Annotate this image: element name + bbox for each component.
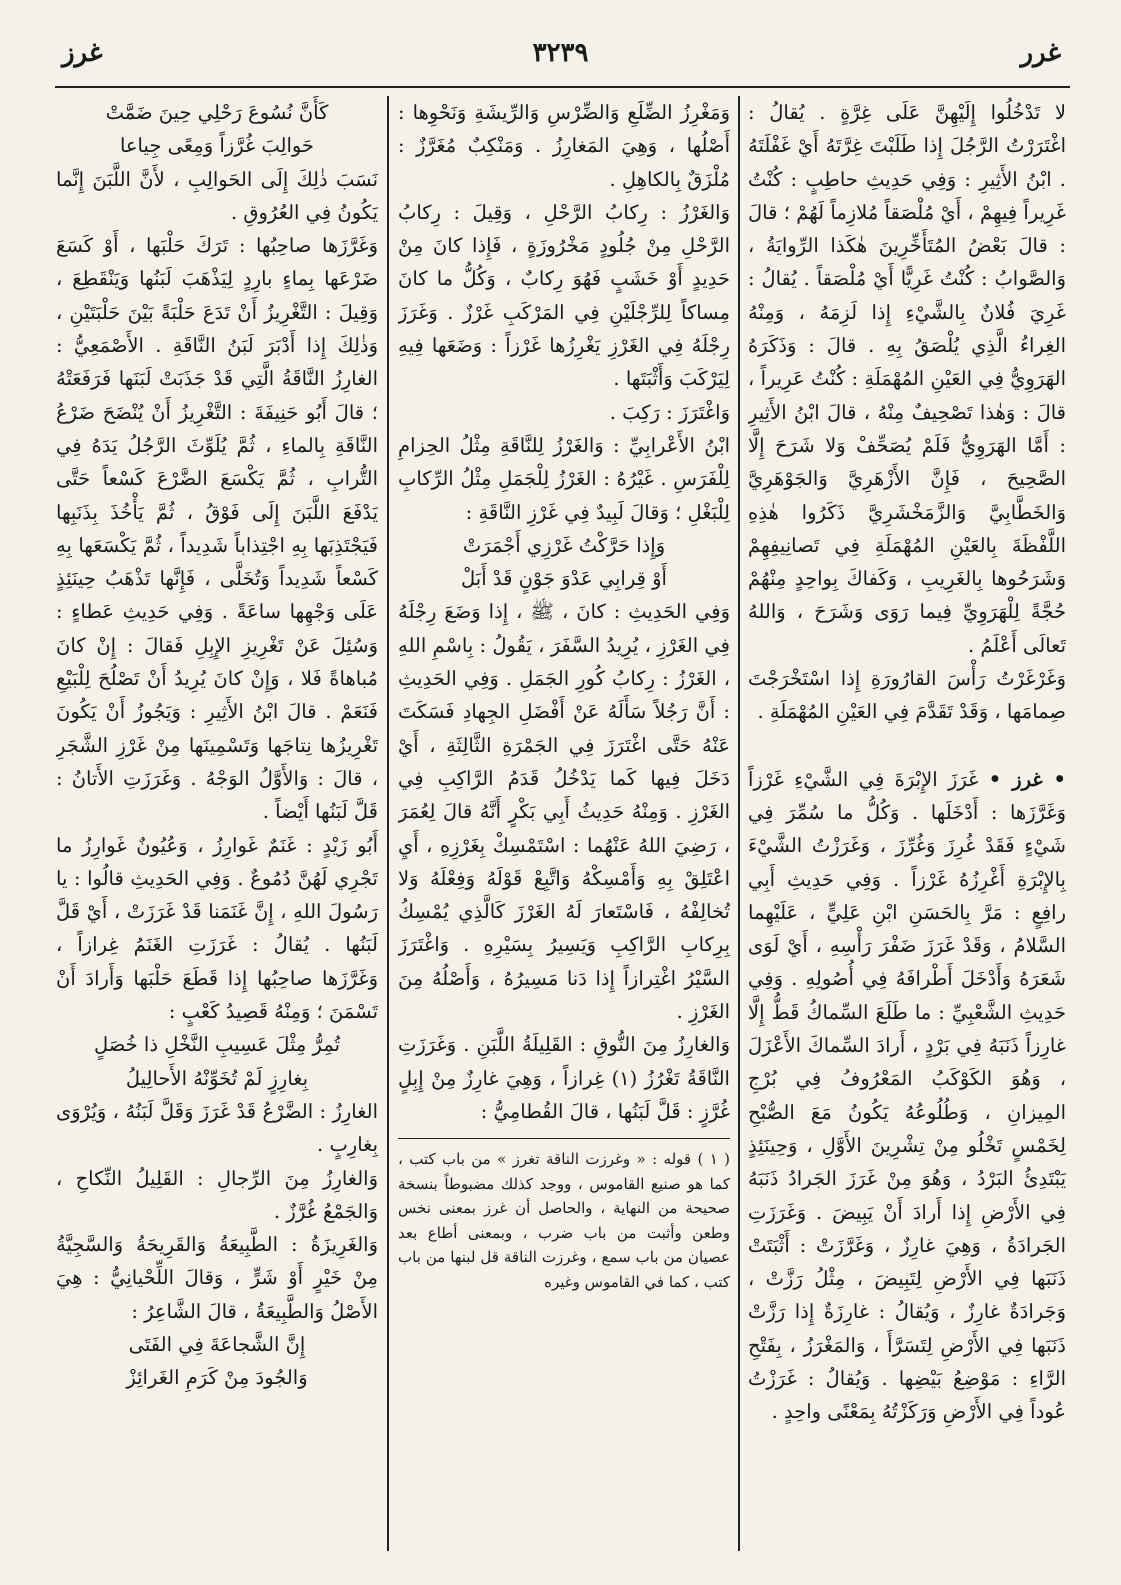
verse-line: أَوْ قِرابِي عَدْوَ جَوْنٍ قَدْ أَبَلْ bbox=[461, 567, 667, 591]
paragraph: وَالغَرِيزَةُ : الطَّبِيعَةُ وَالقَرِيحَةُ وَالسَّجِيَّةُ مِنْ خَيْرٍ أَوْ شَرٍّ ، وَقالَ اللِّحْيانِيُّ : هِيَ الأَصْلُ وَالطَّبِيعَةُ ، قالَ الشَّاعِرُ : bbox=[56, 1233, 378, 1323]
entry-headword: • غرز • bbox=[988, 767, 1066, 791]
column-right bbox=[748, 96, 1066, 1551]
paragraph: وَالغَرْزُ : رِكابُ الرَّحْلِ ، وَقِيلَ : رِكابُ الرَّحْلِ مِنْ جُلُودٍ مَخْرُوزَةٍ ، فَإِذا كانَ مِنْ حَدِيدٍ أَوْ خَشَبٍ فَهُوَ رِكابٌ ، وَكُلُّ ما كانَ مِساكاً لِلرِّجْلَيْنِ فِي المَرْكَبِ غَرْزٌ . وَغَرَزَ رِجْلَهُ فِي الغَرْزِ يَغْرِزُها غَرْزاً : وَضَعَها فِيهِ لِيَرْكَبَ وَأَثْبَتَها . bbox=[398, 200, 730, 391]
paragraph: أَبُو زَيْدٍ : غَنَمٌ غَوارِزُ ، وَعُيُونٌ غَوارِزُ ما تَجْرِي لَهُنَّ دُمُوعٌ . وَفِي الحَدِيثِ قالُوا : يا رَسُولَ اللهِ ، إِنَّ غَنَمَنا قَدْ غَرَزَتْ ، أَيْ قَلَّ لَبَنُها . يُقالُ : غَرَزَتِ الغَنَمُ غِرازاً ، وَغَرَّزَها صاحِبُها إِذا قَطَعَ حَلْبَها وَأَرادَ أَنْ تَسْمَنَ ؛ وَمِنْهُ قَصِيدُ كَعْبٍ : bbox=[56, 833, 378, 1024]
verse-line: حَوالِبَ غُرَّزاً وَمِعًى جِياعا bbox=[119, 134, 314, 158]
entry bbox=[748, 763, 1066, 1429]
paragraph: لا تَدْخُلُوا إِلَيْهِنَّ عَلَى غِرَّةٍ . يُقالُ : اغْتَرَرْتُ الرَّجُلَ إِذا طَلَبْتَ غِرَّتَهُ أَيْ غَفْلَتَهُ . ابْنُ الأَثِيرِ : وَفِي حَدِيثِ حاطِبٍ : كُنْتُ غَرِيراً فِيهِمْ ، أَيْ مُلْصَقاً مُلازِماً لَهُمْ ؛ قالَ : قالَ بَعْضُ المُتَأَخِّرِينَ هٰكَذا الرِّوايَةُ ، وَالصَّوابُ : كُنْتُ غَرِيًّا أَيْ مُلْصَقاً . يُقالُ : غَرِيَ فُلانٌ بِالشَّيْءِ إِذا لَزِمَهُ ، وَمِنْهُ الغِراءُ الَّذِي يُلْصَقُ بِهِ . قالَ : وَذَكَرَهُ الهَرَوِيُّ فِي العَيْنِ المُهْمَلَةِ : كُنْتُ عَرِيراً ، قالَ : وَهٰذا تَصْحِيفٌ مِنْهُ ، قالَ ابْنُ الأَثِيرِ : أَمَّا الهَرَوِيُّ فَلَمْ يُصَحِّفْ وَلا شَرَحَ إِلَّا الصَّحِيحَ ، فَإِنَّ الأَزْهَرِيَّ وَالجَوْهَرِيَّ وَالخَطَّابِيَّ وَالزَّمَخْشَرِيَّ ذَكَرُوا هٰذِهِ اللَّفْظَةَ بِالعَيْنِ المُهْمَلَةِ فِي تَصانِيفِهِمْ وَشَرَحُوها بِالغَرِيبِ ، وَكَفاكَ بِواحِدٍ مِنْهُمْ حُجَّةً لِلْهَرَوِيِّ فِيما رَوَى وَشَرَحَ ، وَاللهُ تَعالَى أَعْلَمُ . bbox=[748, 101, 1066, 657]
paragraph: ابْنُ الأَعْرابِيِّ : وَالغَرْزُ لِلنَّاقَةِ مِثْلُ الحِزامِ لِلْفَرَسِ . غَيْرُهُ : الغَرْزُ لِلْجَمَلِ مِثْلُ الرِّكابِ لِلْبَغْلِ ؛ وَقالَ لَبِيدٌ فِي غَرْزِ النَّاقَةِ : bbox=[398, 433, 730, 524]
entry-text: غَرَزَ الإِبْرَةَ فِي الشَّيْءِ غَرْزاً وَغَرَّزَها : أَدْخَلَها . وَكُلُّ ما سُمِّرَ فِي شَيْءٍ فَقَدْ غُرِزَ وَغُرِّزَ ، وَغَرَزْتُ الشَّيْءَ بِالإِبْرَةِ أَغْرِزُهُ غَرْزاً . وَفِي حَدِيثِ أَبِي رافِعٍ : مَرَّ بِالحَسَنِ ابْنِ عَلِيٍّ ، عَلَيْهِما السَّلامُ ، وَقَدْ غَرَزَ ضَفْرَ رَأْسِهِ ، أَيْ لَوَى شَعَرَهُ وَأَدْخَلَ أَطْرافَهُ فِي أُصُولِهِ . وَفِي حَدِيثِ الشَّعْبِيِّ : ما طَلَعَ السِّماكُ قَطُّ إِلَّا غارِزاً ذَنَبَهُ فِي بَرْدٍ ، أَرادَ السِّماكَ الأَعْزَلَ ، وَهُوَ الكَوْكَبُ المَعْرُوفُ فِي بُرْجِ المِيزانِ ، وَطُلُوعُهُ يَكُونُ مَعَ الصُّبْحِ لِخَمْسٍ تَخْلُو مِنْ تِشْرِينَ الأَوَّلِ ، وَحِينَئِذٍ يَبْتَدِئُ البَرْدُ ، وَهُوَ مِنْ غَرَزَ الجَرادُ ذَنَبَهُ فِي الأَرْضِ إِذا أَرادَ أَنْ يَبِيضَ . وَغَرَزَتِ الجَرادَةُ ، وَهِيَ غارِزٌ ، وَغَرَّزَتْ : أَثْبَتَتْ ذَنَبَها فِي الأَرْضِ لِتَبِيضَ ، مِثْلُ رَزَّتْ ، وَجَرادَةٌ غارِزٌ ، وَيُقالُ : غارِزَةٌ إِذا رَزَّتْ ذَنَبَها فِي الأَرْضِ لِتَسَرَّأَ ، وَالمَغْرَزُ ، بِفَتْحِ الرَّاءِ : مَوْضِعُ بَيْضِها . وَيُقالُ : غَرَزْتُ عُوداً فِي الأَرْضِ وَرَكَزْتُهُ بِمَعْنًى واحِدٍ . bbox=[748, 767, 1066, 1424]
verse-line: كَأَنَّ نُسُوعَ رَحْلِي حِينَ ضَمَّتْ bbox=[105, 101, 329, 124]
column-divider-left bbox=[387, 96, 389, 1551]
paragraph: الغارِزُ : الضَّرْعُ قَدْ غَرَزَ وَقَلَّ لَبَنُهُ ، وَيُرْوَى بِغارِبٍ . bbox=[56, 1099, 378, 1157]
column-left bbox=[56, 96, 378, 1551]
spacer bbox=[748, 729, 1066, 763]
header-rule bbox=[55, 86, 1070, 88]
verse-line: تُمِرُّ مِثْلَ عَسِيبِ النَّخْلِ ذا خُصَلٍ bbox=[93, 1033, 341, 1057]
paragraph: وَفِي الحَدِيثِ : كانَ ، ﷺ ، إِذا وَضَعَ رِجْلَهُ فِي الغَرْزِ ، يُرِيدُ السَّفَرَ ، يَقُولُ : بِاسْمِ اللهِ ، الغَرْزُ : رِكابُ كُورِ الجَمَلِ . وَفِي الحَدِيثِ : أَنَّ رَجُلاً سَأَلَهُ عَنْ أَفْضَلِ الجِهادِ فَسَكَتَ عَنْهُ حَتَّى اغْتَرَزَ فِي الجَمْرَةِ الثَّالِثَةِ ، أَيْ دَخَلَ فِيها كَما يَدْخُلُ قَدَمُ الرَّاكِبِ فِي الغَرْزِ . وَمِنْهُ حَدِيثُ أَبِي بَكْرٍ أَنَّهُ قالَ لِعُمَرَ ، رَضِيَ اللهُ عَنْهُما : اسْتَمْسِكْ بِغَرْزِهِ ، أَيِ اعْتَلِقْ بِهِ وَأَمْسِكْهُ وَاتَّبِعْ قَوْلَهُ وَفِعْلَهُ وَلا تُخالِفْهُ ، فَاسْتَعارَ لَهُ الغَرْزَ كَالَّذِي يُمْسِكُ بِرِكابِ الرَّاكِبِ وَيَسِيرُ بِسَيْرِهِ . وَاغْتَرَزَ السَّيْرُ اغْتِرازاً إِذا دَنا مَسِيرُهُ ، وَأَصْلُهُ مِنَ الغَرْزِ . bbox=[398, 600, 730, 1024]
paragraph: نَسَبَ ذٰلِكَ إِلَى الحَوالِبِ ، لأَنَّ اللَّبَنَ إِنَّما يَكُونُ فِي العُرُوقِ . bbox=[56, 167, 378, 224]
paragraph: وَغَرْغَرْتُ رَأْسَ القارُورَةِ إِذا اسْتَخْرَجْتَ صِمامَها ، وَقَدْ تَقَدَّمَ فِي العَيْنِ المُهْمَلَةِ . bbox=[748, 667, 1066, 724]
verse-line: إِنَّ الشَّجاعَةَ فِي الفَتَى bbox=[128, 1332, 306, 1356]
header-root-left: غرز bbox=[62, 38, 103, 68]
footnote: ( ١ ) قوله : « وغرزت الناقة تغرز » من باب كتب ، كما هو صنيع القاموس ، ووجد كذلك مضبوطاً بنسخة صحيحة من النهاية ، والحاصل أن غرز بمعنى نخس وطعن وأثبت من باب ضرب ، وبمعنى أطاع بعد عصيان من باب سمع ، وغرزت الناقة قل لبنها من باب كتب ، كما في القاموس وغيره bbox=[398, 1150, 730, 1291]
paragraph: وَالغارِزُ مِنَ الرِّجالِ : القَلِيلُ النِّكاحِ ، وَالجَمْعُ غُرَّزٌ . bbox=[56, 1166, 378, 1223]
verse-line: وَإِذا حَرَّكْتُ غَرْزِي أَجْمَرَتْ bbox=[462, 533, 666, 557]
paragraph: وَغَرَّزَها صاحِبُها : تَرَكَ حَلْبَها ، أَوْ كَسَعَ ضَرْعَها بِماءٍ بارِدٍ لِيَذْهَبَ لَبَنُها وَيَنْقَطِعَ ، وَقِيلَ : التَّغْرِيزُ أَنْ تَدَعَ حَلْبَةً بَيْنَ حَلْبَتَيْنِ ، وَذٰلِكَ إِذا أَدْبَرَ لَبَنُ النَّاقَةِ . الأَصْمَعِيُّ : الغارِزُ النَّاقَةُ الَّتِي قَدْ جَذَبَتْ لَبَنَها فَرَفَعَتْهُ ؛ قالَ أَبُو حَنِيفَةَ : التَّغْرِيزُ أَنْ يُنْضَحَ ضَرْعُ النَّاقَةِ بِالماءِ ، ثُمَّ يُلَوِّثَ الرَّجُلُ يَدَهُ فِي التُّرابِ ، ثُمَّ يَكْسَعَ الضَّرْعَ كَسْعاً حَتَّى يَدْفَعَ اللَّبَنَ إِلَى فَوْقُ ، ثُمَّ يَأْخُذَ بِذَنَبِها فَيَجْتَذِبَها بِهِ اجْتِذاباً شَدِيداً ، ثُمَّ يَكْسَعَها بِهِ كَسْعاً شَدِيداً وَتُخَلَّى ، فَإِنَّها تَذْهَبُ حِينَئِذٍ عَلَى وَجْهِها ساعَةً . وَفِي حَدِيثِ عَطاءٍ : وَسُئِلَ عَنْ تَغْرِيزِ الإِبِلِ فَقالَ : إِنْ كانَ مُباهاةً فَلا ، وَإِنْ كانَ يُرِيدُ أَنْ تَصْلُحَ لِلْبَيْعِ فَنَعَمْ . قالَ ابْنُ الأَثِيرِ : وَيَجُوزُ أَنْ يَكُونَ تَغْرِيزُها نِتاجَها وَتَسْمِينَها مِنْ غَرْزِ الشَّجَرِ ، قالَ : وَالأَوَّلُ الوَجْهُ . وَغَرَزَتِ الأَتانُ : قَلَّ لَبَنُها أَيْضاً . bbox=[56, 234, 378, 824]
paragraph: وَمَغْرِزُ الضِّلَعِ وَالضِّرْسِ وَالرِّيشَةِ وَنَحْوِها : أَصْلُها ، وَهِيَ المَغارِزُ . وَمَنْكِبٌ مُغَرَّزٌ : مُلْزَقٌ بِالكاهِلِ . bbox=[398, 101, 730, 191]
header-root-right: غرر bbox=[1020, 38, 1061, 68]
verse-line: وَالجُودَ مِنْ كَرَمِ الغَرائِزْ bbox=[126, 1366, 308, 1390]
column-middle bbox=[398, 96, 730, 1551]
page-number: ٣٢٣٩ bbox=[532, 38, 589, 68]
verse-line: بِغارِزٍ لَمْ تُخَوِّنْهُ الأَحالِيلُ bbox=[125, 1066, 309, 1090]
footnote-rule bbox=[398, 1138, 730, 1139]
paragraph: وَاغْتَرَزَ : رَكِبَ . bbox=[609, 400, 730, 424]
paragraph: وَالغارِزُ مِنَ النُّوقِ : القَلِيلَةُ اللَّبَنِ . وَغَرَزَتِ النَّاقَةُ تَغْرُزُ (١) غِرازاً ، وَهِيَ غارِزٌ مِنْ إِبِلٍ غُرَّزٍ : قَلَّ لَبَنُها ، قالَ القُطامِيُّ : bbox=[398, 1033, 730, 1123]
column-divider-right bbox=[738, 96, 740, 1551]
